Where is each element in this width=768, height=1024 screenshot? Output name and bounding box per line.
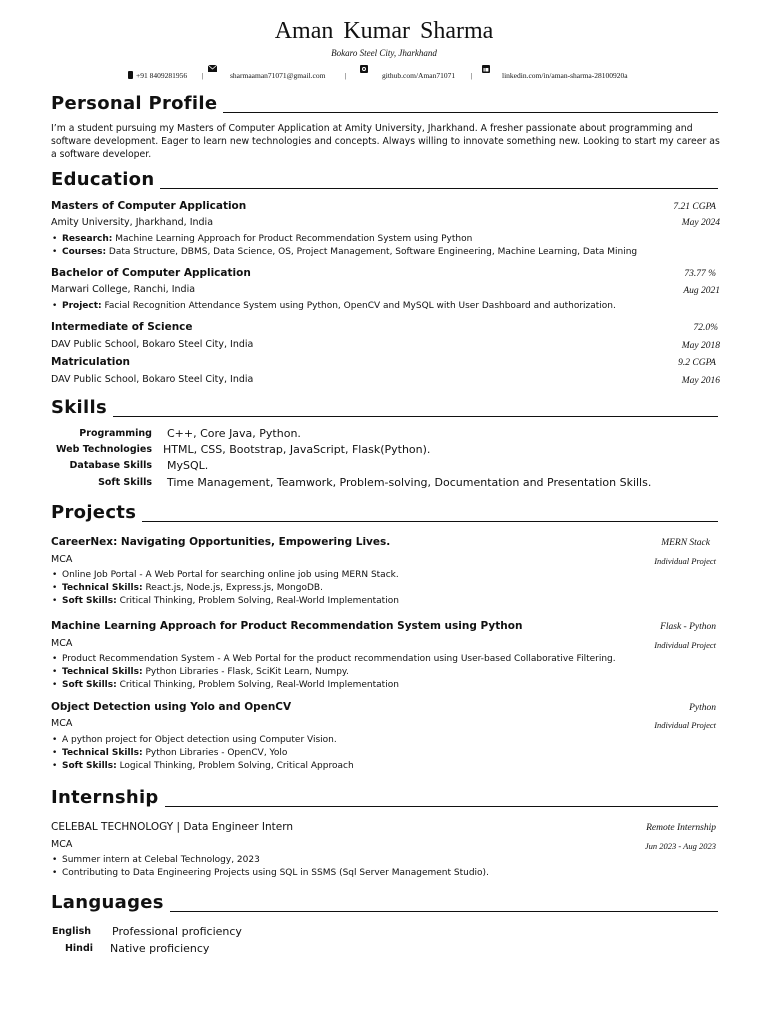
- section-title: Projects: [51, 502, 142, 523]
- edu-bullet: [62, 234, 472, 244]
- edu-bullet: [62, 247, 637, 257]
- project-bullet: [62, 680, 399, 690]
- bullet-text: Python Libraries - OpenCV, Yolo: [142, 748, 288, 758]
- skill-value: Time Management, Teamwork, Problem-solving, Documentation and Presentation Skills.: [167, 476, 652, 489]
- contact-bar: [0, 64, 768, 80]
- section-skills: [51, 398, 718, 420]
- skill-value: HTML, CSS, Bootstrap, JavaScript, Flask(Python).: [163, 443, 431, 456]
- edu-degree: Masters of Computer Application: [51, 200, 247, 212]
- project-type: Individual Project: [654, 640, 716, 650]
- section-title: Education: [51, 169, 160, 190]
- github-link[interactable]: github.com/Aman71071: [382, 71, 456, 80]
- bullet-label: Technical Skills:: [62, 667, 143, 677]
- edu-date: May 2024: [681, 218, 720, 228]
- bullet-label: Soft Skills:: [62, 680, 117, 690]
- edu-degree: Bachelor of Computer Application: [51, 267, 251, 279]
- section-languages: [51, 893, 718, 915]
- bullet-label: Technical Skills:: [62, 583, 143, 593]
- skill-label: Web Technologies: [56, 444, 152, 455]
- edu-institute: Marwari College, Ranchi, India: [51, 284, 196, 295]
- separator: |: [202, 71, 204, 80]
- project-name: CareerNex: Navigating Opportunities, Empowering Lives.: [51, 536, 391, 548]
- edu-institute: DAV Public School, Bokaro Steel City, India: [51, 374, 254, 385]
- bullet-label: Soft Skills:: [62, 761, 117, 771]
- section-rule: [51, 521, 718, 522]
- edu-score: 73.77 %: [684, 269, 716, 279]
- bullet-text: Logical Thinking, Problem Solving, Critical Approach: [116, 761, 354, 771]
- edu-degree: Matriculation: [51, 356, 131, 368]
- project-bullet: [62, 654, 616, 664]
- bullet-text: React.js, Node.js, Express.js, MongoDB.: [142, 583, 323, 593]
- skill-value: C++, Core Java, Python.: [167, 427, 301, 440]
- project-org: MCA: [51, 718, 73, 729]
- project-org: MCA: [51, 554, 73, 565]
- section-title: Personal Profile: [51, 93, 223, 114]
- skill-label: Database Skills: [69, 460, 152, 471]
- bullet-label: Research:: [62, 234, 113, 244]
- language-label: English: [52, 926, 91, 937]
- edu-institute: DAV Public School, Bokaro Steel City, India: [51, 339, 254, 350]
- project-org: MCA: [51, 638, 73, 649]
- bullet-label: Technical Skills:: [62, 748, 143, 758]
- phone-icon: [128, 71, 133, 81]
- skill-label: Programming: [79, 428, 152, 439]
- internship-date: Jun 2023 - Aug 2023: [644, 841, 716, 851]
- project-tech: Flask - Python: [660, 622, 716, 632]
- skill-label: Soft Skills: [98, 477, 152, 488]
- edu-degree: Intermediate of Science: [51, 321, 193, 333]
- bullet-text: Data Structure, DBMS, Data Science, OS, Project Management, Software Engineering, Machine Learning, Data Mining: [106, 247, 638, 257]
- project-type: Individual Project: [654, 720, 716, 730]
- phone-text: +91 8409281956: [136, 71, 188, 80]
- internship-bullet: • Summer intern at Celebal Technology, 2023: [62, 855, 260, 865]
- section-education: [51, 170, 718, 192]
- email-link[interactable]: sharmaaman71071@gmail.com: [230, 71, 326, 80]
- linkedin-icon: [482, 65, 490, 75]
- bullet-text: Critical Thinking, Problem Solving, Real-World Implementation: [116, 680, 399, 690]
- section-title: Internship: [51, 787, 165, 808]
- section-projects: [51, 503, 718, 525]
- profile-summary: I’m a student pursuing my Masters of Computer Application at Amity University, Jharkhand. A fresher passionate about programming and software development. Eager to learn new technologies and concepts. Always willing to innovate something new. Looking to start my career as a software developer.: [51, 123, 720, 160]
- candidate-name: Aman Kumar Sharma: [274, 18, 494, 44]
- candidate-location: Bokaro Steel City, Jharkhand: [331, 48, 437, 58]
- project-type: Individual Project: [654, 556, 716, 566]
- project-bullet: [62, 748, 287, 758]
- bullet-label: Courses:: [62, 247, 107, 257]
- edu-score: 72.0%: [693, 323, 718, 333]
- project-bullet: [62, 761, 354, 771]
- section-personal-profile: [51, 94, 718, 116]
- project-bullet: [62, 667, 349, 677]
- internship-mode: Remote Internship: [646, 823, 716, 833]
- section-title: Skills: [51, 397, 113, 418]
- edu-date: Aug 2021: [683, 286, 720, 296]
- bullet-label: Soft Skills:: [62, 596, 117, 606]
- edu-score: 9.2 CGPA: [678, 358, 716, 368]
- section-title: Languages: [51, 892, 170, 913]
- separator: |: [471, 71, 473, 80]
- language-level: Professional proficiency: [112, 925, 242, 938]
- edu-score: 7.21 CGPA: [673, 202, 716, 212]
- bullet-text: Online Job Portal - A Web Portal for searching online job using MERN Stack.: [62, 570, 399, 580]
- edu-bullet: [62, 301, 616, 311]
- bullet-text: Python Libraries - Flask, SciKit Learn, Numpy.: [142, 667, 349, 677]
- bullet-text: Machine Learning Approach for Product Recommendation System using Python: [112, 234, 473, 244]
- section-rule: [51, 416, 718, 417]
- separator: |: [345, 71, 347, 80]
- email-icon: [208, 65, 217, 74]
- linkedin-link[interactable]: linkedin.com/in/aman-sharma-28100920a: [502, 71, 628, 80]
- project-tech: MERN Stack: [661, 538, 710, 548]
- bullet-text: Facial Recognition Attendance System using Python, OpenCV and MySQL with User Dashboard and authorization.: [101, 301, 616, 311]
- edu-date: May 2016: [681, 376, 720, 386]
- project-bullet: [62, 596, 399, 606]
- project-bullet: [62, 570, 399, 580]
- bullet-text: Product Recommendation System - A Web Portal for the product recommendation using User-based Collaborative Filtering.: [62, 654, 616, 664]
- skill-value: MySQL.: [167, 459, 209, 472]
- section-internship: [51, 788, 718, 810]
- bullet-text: A python project for Object detection using Computer Vision.: [62, 735, 337, 745]
- edu-date: May 2018: [681, 341, 720, 351]
- language-label: Hindi: [64, 943, 93, 954]
- project-bullet: [62, 583, 323, 593]
- project-name: Object Detection using Yolo and OpenCV: [51, 701, 292, 713]
- edu-institute: Amity University, Jharkhand, India: [51, 217, 214, 228]
- bullet-label: Project:: [62, 301, 102, 311]
- internship-bullet: • Contributing to Data Engineering Projects using SQL in SSMS (Sql Server Management Studio).: [62, 868, 489, 878]
- bullet-text: Critical Thinking, Problem Solving, Real-World Implementation: [116, 596, 399, 606]
- internship-org: MCA: [51, 839, 73, 850]
- github-icon: [360, 65, 368, 75]
- project-name: Machine Learning Approach for Product Recommendation System using Python: [51, 620, 523, 632]
- language-level: Native proficiency: [110, 942, 210, 955]
- project-tech: Python: [689, 703, 716, 713]
- project-bullet: [62, 735, 337, 745]
- internship-company: CELEBAL TECHNOLOGY | Data Engineer Intern: [51, 821, 294, 833]
